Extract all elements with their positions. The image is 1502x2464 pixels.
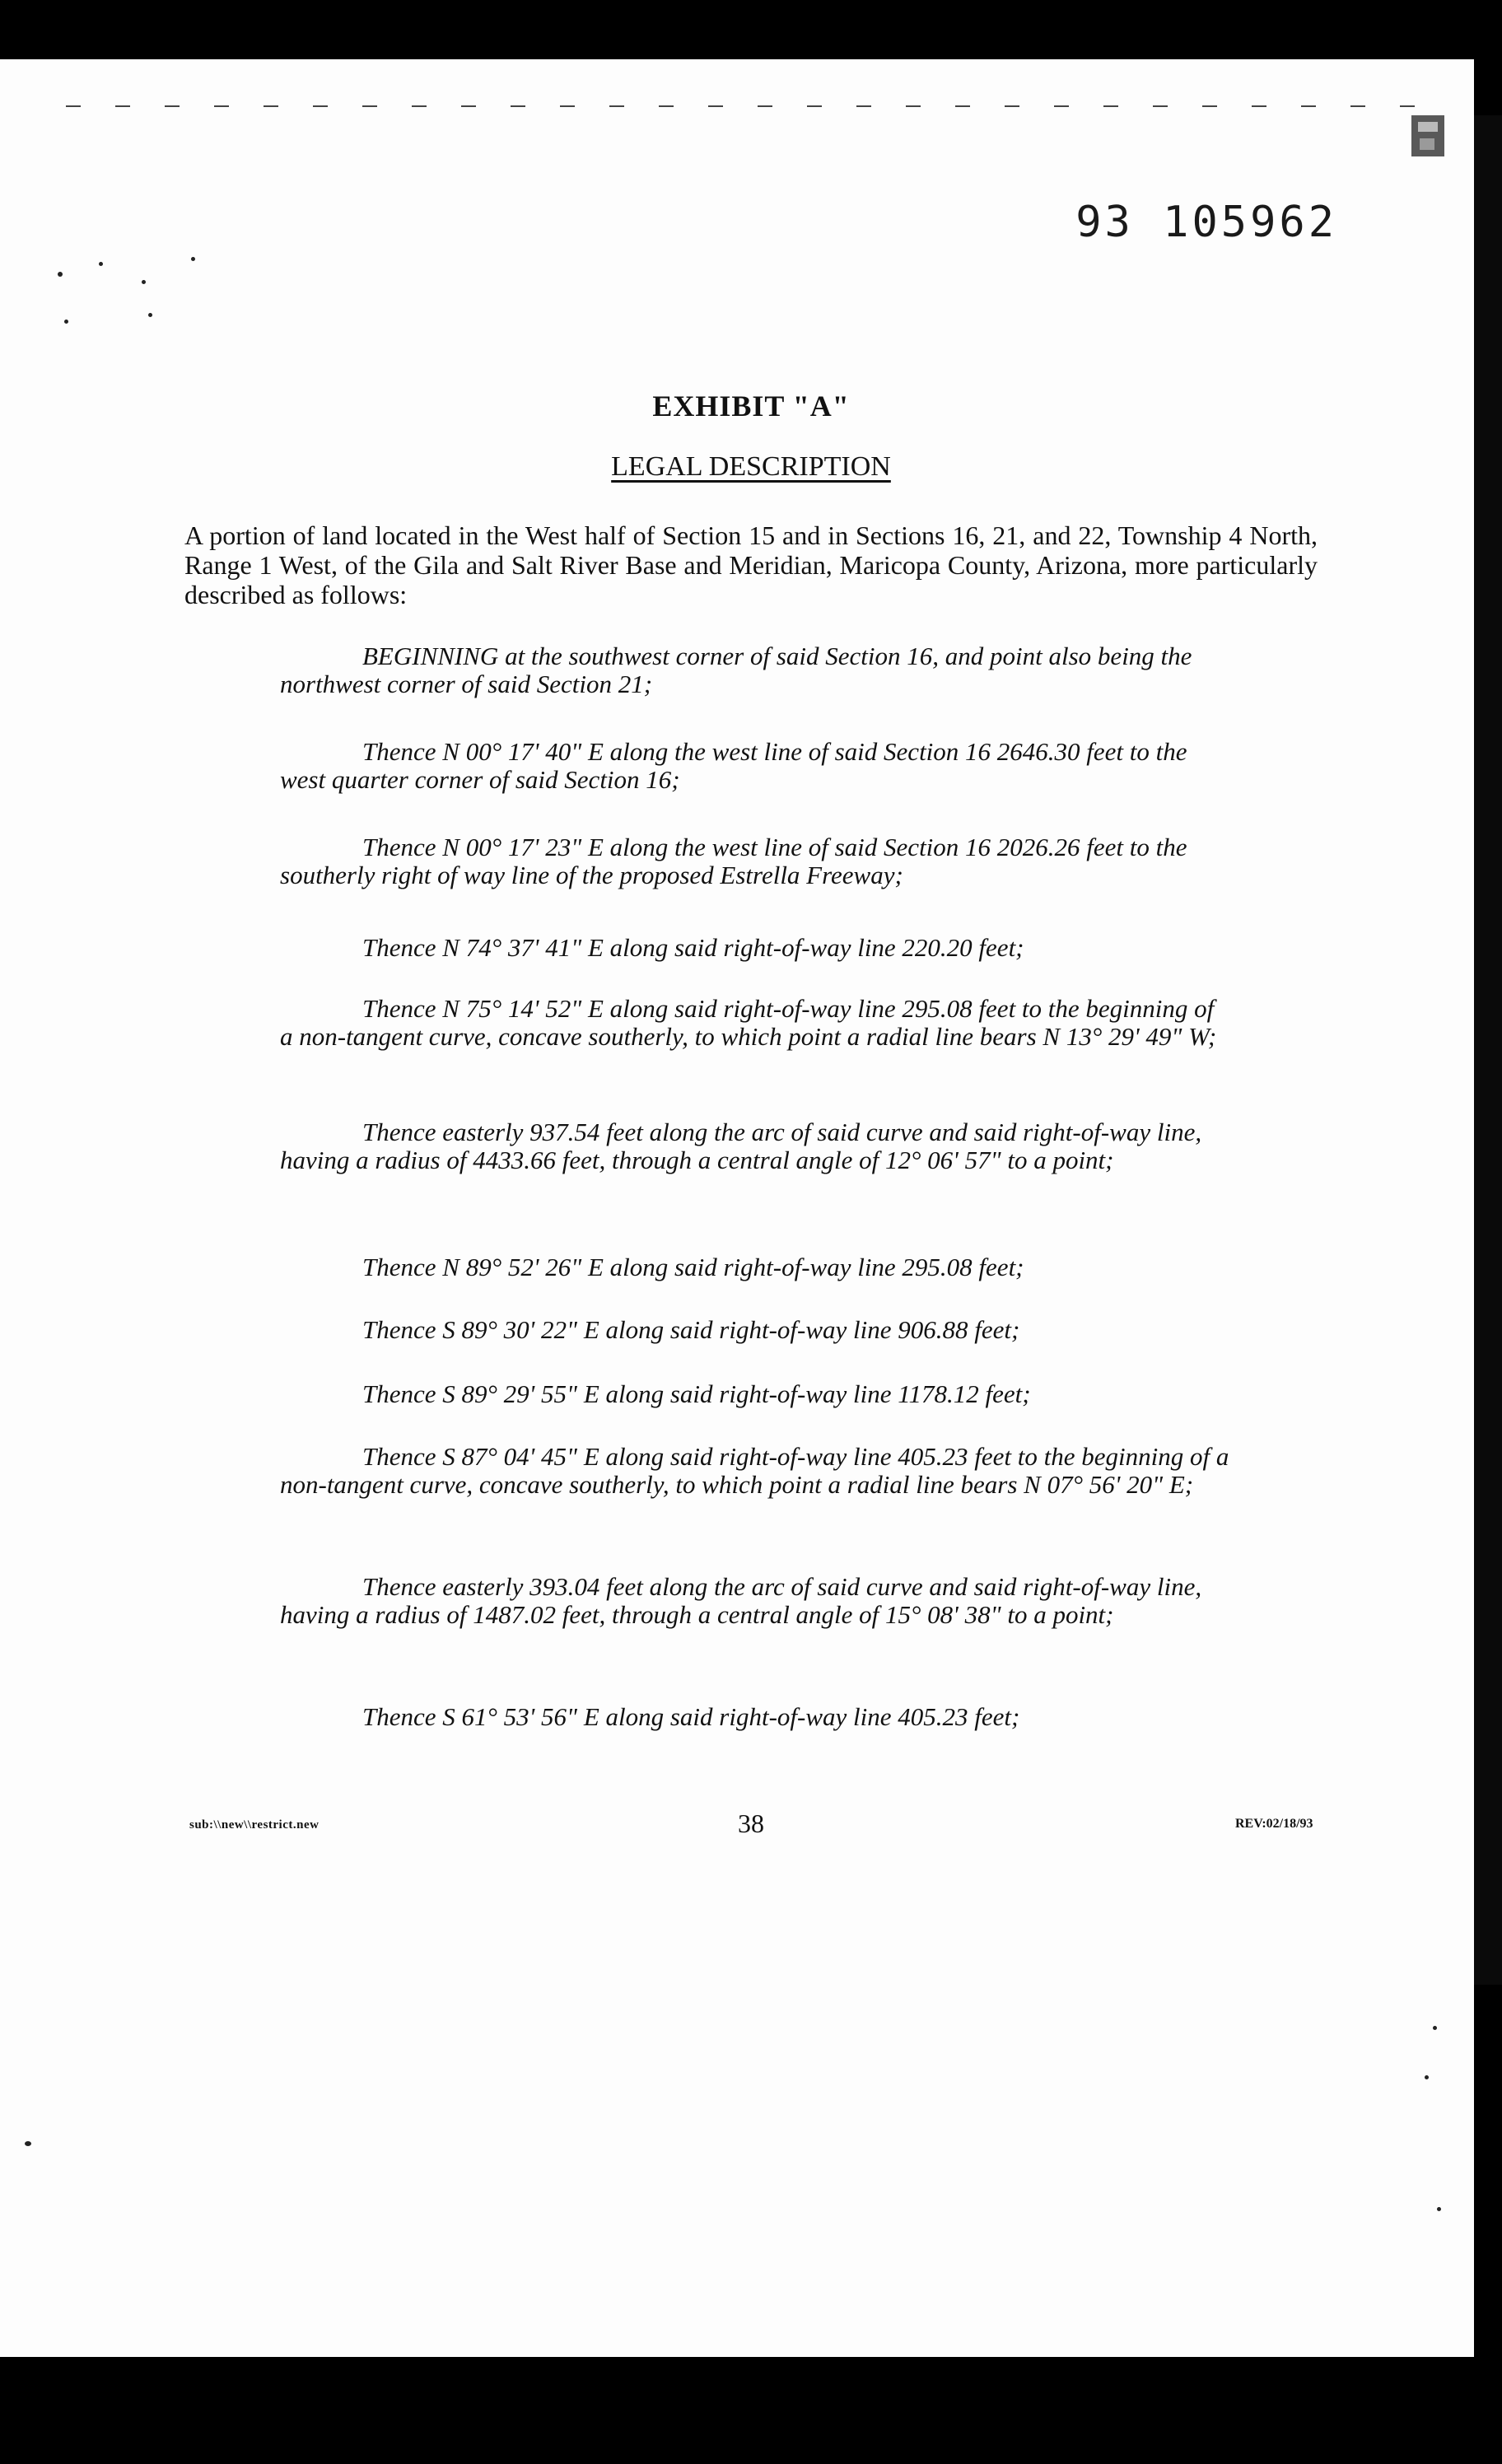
course-paragraph: Thence N 00° 17' 40" E along the west line of said Section 16 2646.30 feet to the west quarter corner of said Section 16; (280, 737, 1187, 794)
scan-speck (1433, 2026, 1437, 2030)
scan-border-top (0, 0, 1502, 59)
course-paragraph: Thence N 75° 14' 52" E along said right-of-way line 295.08 feet to the beginning of a non-tangent curve, concave southerly, to which point a radial line bears N 13° 29' 49" W; (280, 994, 1217, 1051)
course-paragraph: Thence N 89° 52' 26" E along said right-of-way line 295.08 feet; (362, 1253, 1024, 1281)
scan-speck (25, 2141, 31, 2146)
scan-speck (58, 272, 63, 277)
course-paragraph: Thence S 61° 53' 56" E along said right-of-way line 405.23 feet; (362, 1702, 1020, 1731)
footer-revision-date: REV:02/18/93 (1235, 1817, 1313, 1831)
course-paragraph: Thence easterly 937.54 feet along the arc of said curve and said right-of-way line, having a radius of 4433.66 feet, through a central angle of 12° 06' 57" to a point; (280, 1118, 1202, 1174)
scan-speck (191, 257, 195, 261)
course-paragraph: Thence N 74° 37' 41" E along said right-of-way line 220.20 feet; (362, 933, 1024, 962)
footer-file-reference: sub:\\new\\restrict.new (189, 1818, 320, 1832)
intro-paragraph: A portion of land located in the West half of Section 15 and in Sections 16, 21, and 22, Township 4 North, Range 1 West, of the Gila and Salt River Base and Meridian, Maricopa County, Arizona, more particularly described as follows: (184, 520, 1318, 609)
course-paragraph: Thence S 87° 04' 45" E along said right-of-way line 405.23 feet to the beginning of a non-tangent curve, concave southerly, to which point a radial line bears N 07° 56' 20" E; (280, 1442, 1229, 1499)
scan-speck (1437, 2207, 1441, 2211)
page-number: 38 (738, 1808, 764, 1838)
course-paragraph: Thence S 89° 30' 22" E along said right-of-way line 906.88 feet; (362, 1315, 1020, 1344)
recording-number: 93 105962 (1075, 198, 1337, 247)
scan-border-bottom (0, 2357, 1502, 2464)
course-paragraph: BEGINNING at the southwest corner of said Section 16, and point also being the northwest corner of said Section 21; (280, 642, 1192, 698)
scan-speck (64, 320, 68, 324)
course-paragraph: Thence S 89° 29' 55" E along said right-of-way line 1178.12 feet; (362, 1379, 1031, 1408)
corner-stamp-mark (1403, 107, 1461, 173)
scan-speck (99, 262, 103, 266)
course-paragraph: Thence easterly 393.04 feet along the arc of said curve and said right-of-way line, having a radius of 1487.02 feet, through a central angle of 15° 08' 38" to a point; (280, 1572, 1202, 1629)
course-paragraph: Thence N 00° 17' 23" E along the west line of said Section 16 2026.26 feet to the southerly right of way line of the proposed Estrella Freeway; (280, 833, 1187, 889)
scan-speck (1425, 2075, 1429, 2079)
legal-description-heading: LEGAL DESCRIPTION (611, 451, 891, 482)
scan-speck (142, 280, 146, 284)
scan-speck (148, 313, 152, 317)
scan-artifact-line (66, 105, 1416, 107)
exhibit-title: EXHIBIT "A" (652, 390, 850, 422)
